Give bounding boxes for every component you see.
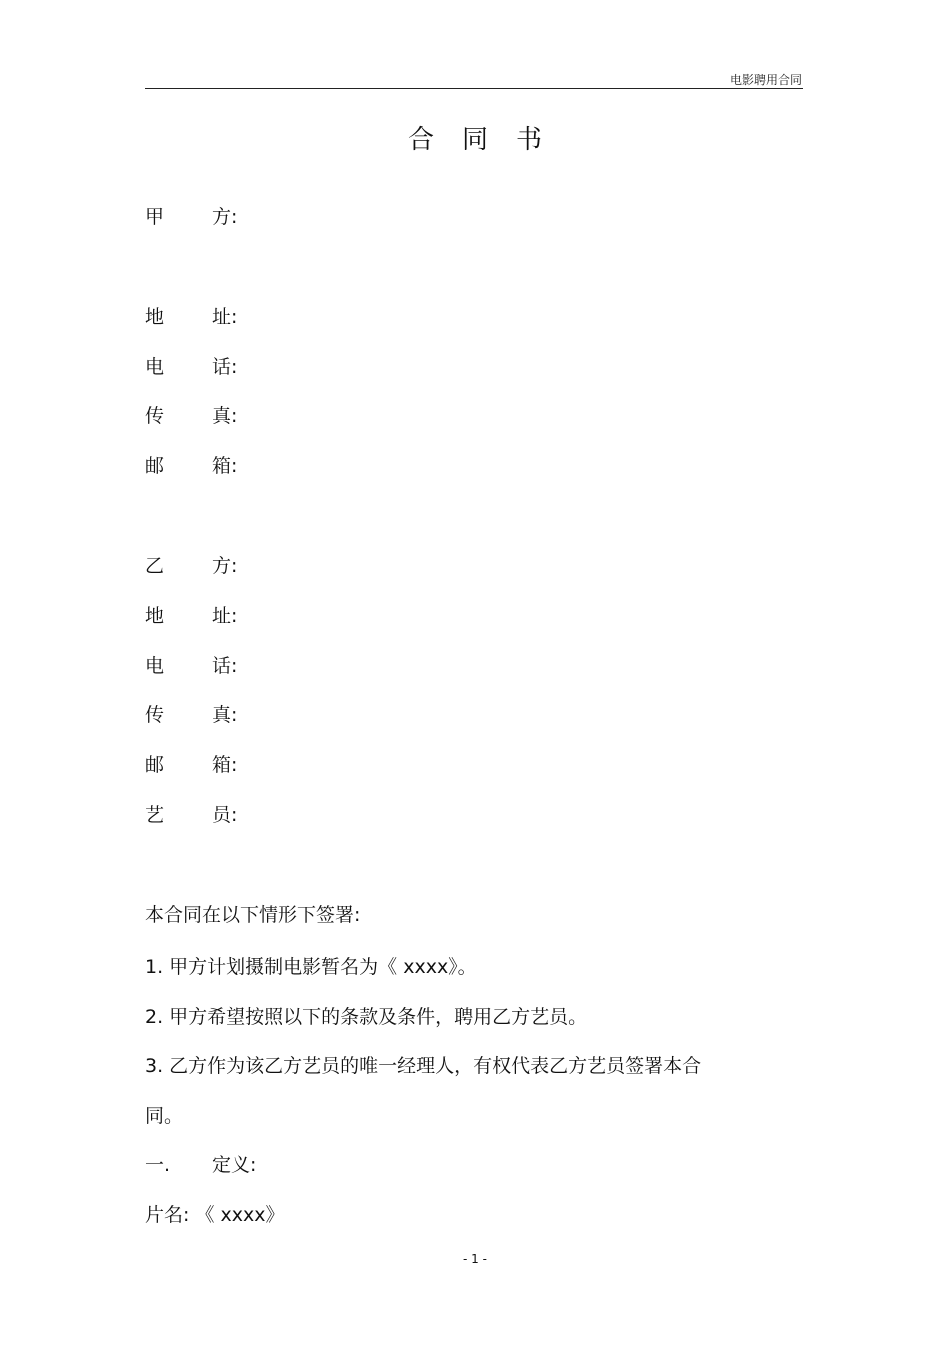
party-b-name-field <box>145 554 237 578</box>
party-b-name-label-2: 方: <box>212 555 238 577</box>
intro-paragraph: 本合同在以下情形下签署: <box>145 904 361 926</box>
party-b-address-field <box>145 604 237 628</box>
party-b-fax-label-2: 真: <box>212 704 238 726</box>
clause-1: 1. 甲方计划摄制电影暂名为《 xxxx》。 <box>145 956 477 978</box>
party-b-address-label-1: 地 <box>145 605 165 627</box>
party-b-fax-field <box>145 703 237 727</box>
party-a-address-field <box>145 305 237 329</box>
party-a-phone-field <box>145 355 237 379</box>
party-b-name-label-1: 乙 <box>145 555 165 577</box>
party-b-address-label-2: 址: <box>212 605 238 627</box>
film-name-line: 片名: 《 xxxx》 <box>145 1204 285 1226</box>
section-1-title: 定义: <box>212 1154 257 1176</box>
party-b-artist-field <box>145 803 237 827</box>
party-a-email-label-1: 邮 <box>145 455 165 477</box>
section-1-number: 一. <box>145 1154 171 1176</box>
party-b-phone-label-2: 话: <box>212 655 238 677</box>
running-header: 电影聘用合同 <box>729 73 802 87</box>
section-1-heading <box>145 1153 256 1177</box>
party-b-phone-label-1: 电 <box>145 655 165 677</box>
party-a-name-label-2: 方: <box>212 206 238 228</box>
party-a-phone-label-1: 电 <box>145 356 165 378</box>
party-b-phone-field <box>145 654 237 678</box>
document-title: 合同书 <box>407 125 570 155</box>
party-b-email-label-1: 邮 <box>145 754 165 776</box>
party-a-email-label-2: 箱: <box>212 455 238 477</box>
clause-3-line-1: 3. 乙方作为该乙方艺员的唯一经理人，有权代表乙方艺员签署本合 <box>145 1055 702 1077</box>
party-a-fax-label-2: 真: <box>212 405 238 427</box>
party-b-artist-label-1: 艺 <box>145 804 165 826</box>
party-a-address-label-1: 地 <box>145 306 165 328</box>
page-number: - 1 - <box>463 1252 487 1266</box>
party-b-fax-label-1: 传 <box>145 704 165 726</box>
party-b-email-label-2: 箱: <box>212 754 238 776</box>
clause-3-line-2: 同。 <box>145 1105 184 1127</box>
party-a-name-field <box>145 205 237 229</box>
party-a-name-label-1: 甲 <box>145 206 165 228</box>
party-a-fax-label-1: 传 <box>145 405 165 427</box>
party-a-fax-field <box>145 404 237 428</box>
party-b-artist-label-2: 员: <box>212 804 238 826</box>
header-rule <box>145 88 803 89</box>
party-a-phone-label-2: 话: <box>212 356 238 378</box>
clause-2: 2. 甲方希望按照以下的条款及条件，聘用乙方艺员。 <box>145 1006 588 1028</box>
party-b-email-field <box>145 753 237 777</box>
party-a-address-label-2: 址: <box>212 306 238 328</box>
party-a-email-field <box>145 454 237 478</box>
